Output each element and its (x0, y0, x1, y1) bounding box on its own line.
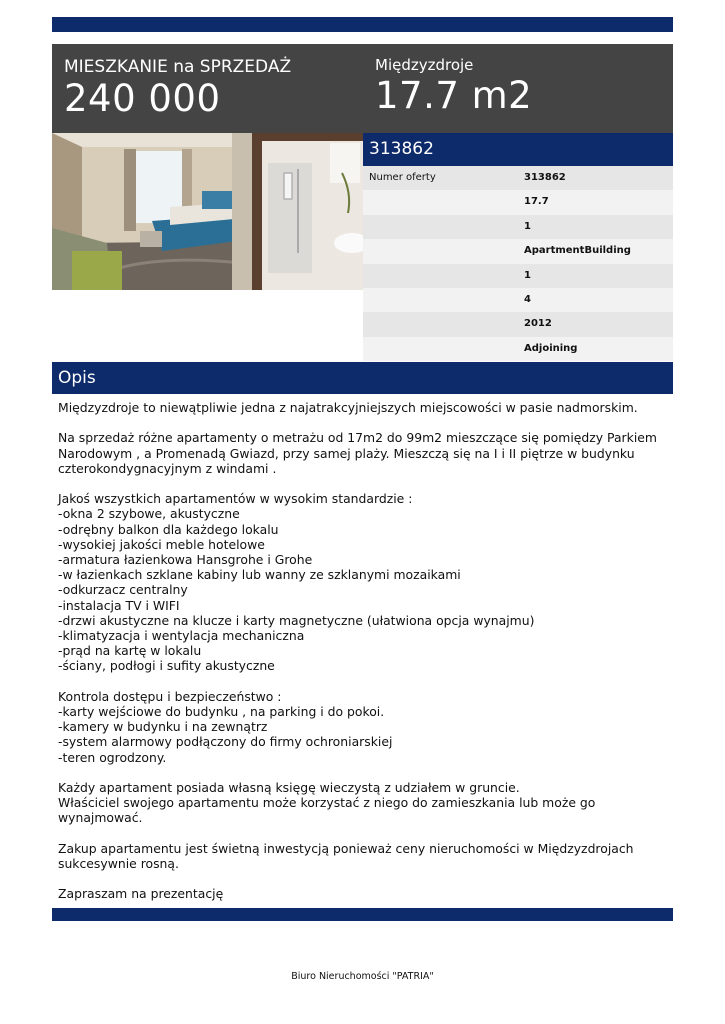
description-body (58, 400, 668, 902)
description-paragraph: Zapraszam na prezentację (58, 886, 224, 902)
description-paragraph: Międzyzdroje to niewątpliwie jedna z najatrakcyjniejszych miejscowości w pasie nadmorskim. (58, 400, 638, 415)
detail-value: 1 (524, 220, 531, 232)
listing-header (52, 44, 673, 133)
detail-value: ApartmentBuilding (524, 245, 631, 257)
description-paragraph: Jakoś wszystkich apartamentów w wysokim standardzie : -okna 2 szybowe, akustyczne -odrębny balkon dla każdego lokalu -wysokiej jakości meble hotelowe -armatura łazienkowa Hansgrohe i Grohe -w łazienkach szklane kabiny lub wanny ze szklanymi mozaikami -odkurzacz centralny -instalacja TV i WIFI -drzwi akustyczne na klucze i karty magnetyczne (ułatwiona opcja wynajmu) -klimatyzacja i wentylacja mechaniczna -prąd na kartę w lokalu -ściany, podłogi i sufity akustyczne (58, 491, 535, 674)
detail-value: 1 (524, 269, 531, 281)
description-heading: Opis (52, 362, 673, 394)
description-paragraph: Kontrola dostępu i bezpieczeństwo : -karty wejściowe do budynku , na parking i do pokoi. -kamery w budynku i na zewnątrz -system alarmowy podłączony do firmy ochroniarskiej -teren ogrodzony. (58, 688, 393, 765)
detail-row (363, 337, 673, 361)
detail-row (363, 166, 673, 190)
detail-row (363, 288, 673, 312)
offer-type: MIESZKANIE na SPRZEDAŻ (64, 57, 292, 77)
detail-value: 17.7 (524, 196, 549, 208)
detail-value: 313862 (524, 172, 566, 183)
detail-value: Adjoining (524, 342, 578, 354)
offer-id-heading: 313862 (363, 133, 673, 166)
price: 240 000 (64, 77, 221, 120)
offer-details-table (363, 133, 673, 361)
area: 17.7 m2 (375, 74, 533, 117)
bottom-accent-bar (52, 908, 673, 921)
description-paragraph: Każdy apartament posiada własną księgę wieczystą z udziałem w gruncie. Właściciel swojego apartamentu może korzystać z niego do zamieszkania lub może go wynajmować. (58, 780, 596, 826)
description-paragraph: Zakup apartamentu jest świetną inwestycją ponieważ ceny nieruchomości w Międzyzdrojach sukcesywnie rosną. (58, 840, 634, 872)
top-accent-bar (52, 17, 673, 32)
detail-row (363, 239, 673, 263)
agency-footer: Biuro Nieruchomości "PATRIA" (291, 971, 434, 982)
detail-row (363, 312, 673, 336)
detail-row (363, 264, 673, 288)
detail-row (363, 190, 673, 214)
apartment-photo (52, 133, 363, 290)
detail-label: Numer oferty (369, 172, 436, 183)
city: Międzyzdroje (375, 56, 474, 74)
detail-value: 4 (524, 293, 531, 305)
detail-row (363, 215, 673, 239)
description-paragraph: Na sprzedaż różne apartamenty o metrażu od 17m2 do 99m2 mieszczące się pomiędzy Parkiem Narodowym , a Promenadą Gwiazd, przy samej plaży. Mieszczą się na I i II piętrze w budynku czterokondygnacyjnym z windami . (58, 430, 657, 476)
detail-value: 2012 (524, 318, 552, 330)
